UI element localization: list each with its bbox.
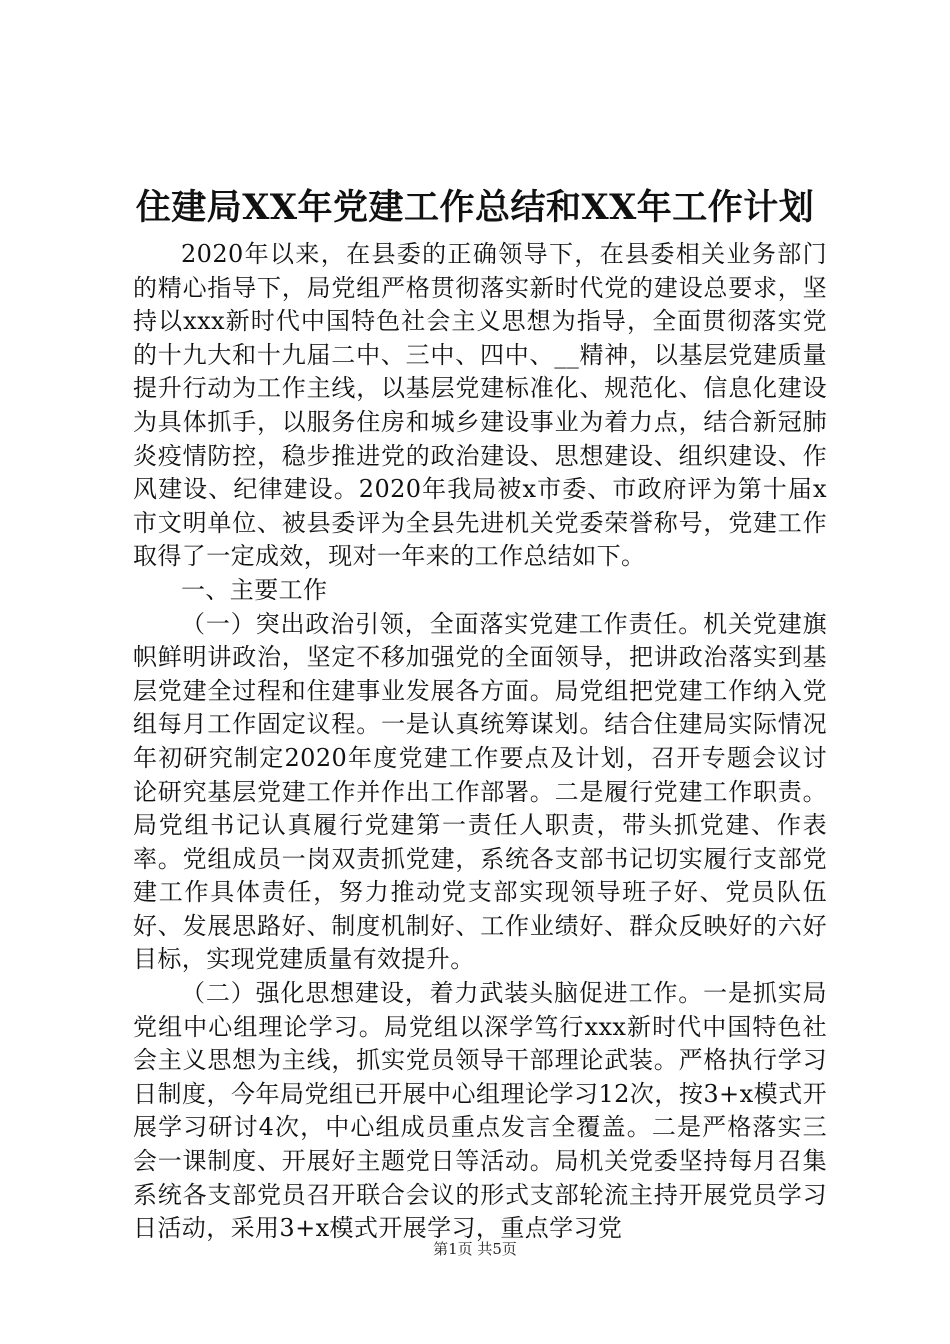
section-heading-main-work: 一、主要工作 bbox=[181, 575, 328, 604]
page-number-footer: 第1页 共5页 bbox=[433, 1240, 517, 1258]
paragraph-political-leadership: （一）突出政治引领，全面落实党建工作责任。机关党建旗帜鲜明讲政治，坚定不移加强党的全面领导，把讲政治落实到基层党建全过程和住建事业发展各方面。局党组把党建工作纳入党组每月工作固定议程。一是认真统筹谋划。结合住建局实际情况年初研究制定2020年度党建工作要点及计划，召开专题会议讨论研究基层党建工作并作出工作部署。二是履行党建工作职责。局党组书记认真履行党建第一责任人职责，带头抓党建、作表率。党组成员一岗双责抓党建，系统各支部书记切实履行支部党建工作具体责任，努力推动党支部实现领导班子好、党员队伍好、发展思路好、制度机制好、工作业绩好、群众反映好的六好目标，实现党建质量有效提升。 bbox=[133, 609, 827, 974]
document-body bbox=[133, 238, 827, 1246]
document-title: 住建局XX年党建工作总结和XX年工作计划 bbox=[135, 187, 815, 228]
paragraph-intro: 2020年以来，在县委的正确领导下，在县委相关业务部门的精心指导下，局党组严格贯彻落实新时代党的建设总要求，坚持以xxx新时代中国特色社会主义思想为指导，全面贯彻落实党的十九大和十九届二中、三中、四中、__精神，以基层党建质量提升行动为工作主线，以基层党建标准化、规范化、信息化建设为具体抓手，以服务住房和城乡建设事业为着力点，结合新冠肺炎疫情防控，稳步推进党的政治建设、思想建设、组织建设、作风建设、纪律建设。2020年我局被x市委、市政府评为第十届x市文明单位、被县委评为全县先进机关党委荣誉称号，党建工作取得了一定成效，现对一年来的工作总结如下。 bbox=[133, 240, 827, 571]
paragraph-ideological-building: （二）强化思想建设，着力武装头脑促进工作。一是抓实局党组中心组理论学习。局党组以深学笃行xxx新时代中国特色社会主义思想为主线，抓实党员领导干部理论武装。严格执行学习日制度，今年局党组已开展中心组理论学习12次，按3+x模式开展学习研讨4次，中心组成员重点发言全覆盖。二是严格落实三会一课制度、开展好主题党日等活动。局机关党委坚持每月召集系统各支部党员召开联合会议的形式支部轮流主持开展党员学习日活动，采用3+x模式开展学习，重点学习党 bbox=[133, 979, 827, 1243]
